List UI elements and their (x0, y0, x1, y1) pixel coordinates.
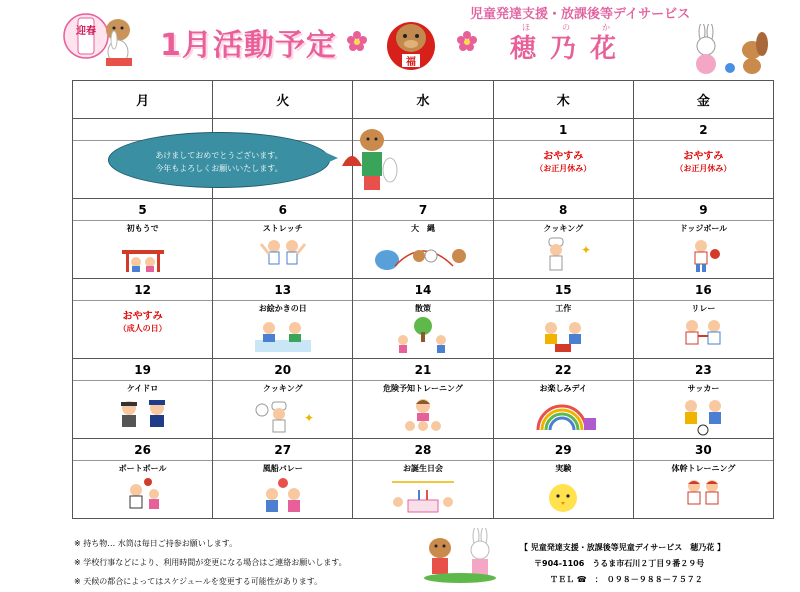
weekday-header: 月 (73, 81, 213, 119)
holiday-reason: （成人の日） (118, 324, 167, 333)
daruma-text: 福 (406, 57, 416, 68)
event-label: クッキング (262, 384, 303, 393)
day-number: 30 (634, 439, 773, 461)
day-cell (353, 439, 493, 519)
day-cell (353, 359, 493, 439)
svg-text:✦: ✦ (303, 411, 314, 425)
badge-text: 迎春 (76, 26, 96, 37)
event-label: 工作 (555, 304, 572, 313)
dodgeball-illustration (683, 236, 723, 274)
cooking-illustration (533, 236, 593, 274)
event-label: 実験 (555, 464, 572, 473)
svg-text:✦: ✦ (581, 243, 592, 257)
event-label: お絵かきの日 (258, 304, 307, 313)
event-label: クッキング (543, 224, 584, 233)
day-number: 9 (634, 199, 773, 221)
facility-subtitle: 児童発達支援・放課後等デイサービス (470, 7, 691, 22)
event-label: ケイドロ (126, 384, 159, 393)
safety-training-illustration (398, 396, 448, 436)
plum-flower-icon (346, 30, 368, 52)
day-cell (633, 119, 773, 199)
greeting-line: 今年もよろしくお願いいたします。 (155, 164, 283, 173)
shrine-visit-illustration (118, 236, 168, 274)
note-item: ※ 学校行事などにより、利用時間が変更になる場合はご連絡お願いします。 (74, 558, 347, 567)
weekday-header: 水 (353, 81, 493, 119)
new-year-rabbit-illustration (62, 6, 140, 72)
day-cell (213, 359, 353, 439)
bear-rabbit-illustration (420, 528, 510, 584)
day-number: 21 (353, 359, 492, 381)
day-number: 1 (494, 119, 633, 141)
day-number: 2 (634, 119, 773, 141)
stretch-illustration (258, 236, 308, 274)
boat-ball-illustration (118, 476, 168, 516)
contact-tel: ＴＥＬ ☎ ： ０９８－９８８－７５７２ (550, 575, 703, 584)
day-cell (73, 199, 213, 279)
daruma-horse-icon (384, 12, 438, 72)
day-number: 13 (213, 279, 352, 301)
day-number: 7 (353, 199, 492, 221)
weekday-header-row (73, 81, 774, 119)
bubble-tail (320, 150, 338, 166)
day-number: 6 (213, 199, 352, 221)
week-row (73, 279, 774, 359)
greeting-line: あけましておめでとうございます。 (155, 151, 283, 160)
event-label: ドッジボール (679, 224, 728, 233)
day-cell (633, 359, 773, 439)
page-header (0, 0, 800, 78)
craft-illustration (535, 316, 591, 356)
day-cell (493, 439, 633, 519)
relay-illustration (678, 316, 728, 356)
contact-name: 【 児童発達支援・放課後等児童デイサービス 穂乃花 】 (520, 543, 726, 552)
day-cell (493, 119, 633, 199)
holiday-label: おやすみ (543, 151, 584, 162)
holiday-reason: （お正月休み） (535, 164, 592, 173)
contact-address: 〒904-1106 うるま市石川２丁目９番２９号 (534, 559, 705, 568)
day-cell (213, 279, 353, 359)
day-number: 8 (494, 199, 633, 221)
day-cell (493, 279, 633, 359)
day-cell (633, 199, 773, 279)
event-label: 散策 (414, 304, 431, 313)
page-title: 1月活動予定 (160, 28, 337, 63)
core-training-illustration (678, 476, 728, 516)
day-cell (493, 359, 633, 439)
day-number: 5 (73, 199, 212, 221)
fun-day-illustration (528, 396, 598, 436)
cooking-illustration (248, 396, 318, 436)
event-label: ストレッチ (262, 224, 303, 233)
day-cell (353, 199, 493, 279)
facility-ruby: の (562, 23, 570, 32)
plum-flower-icon (456, 30, 478, 52)
walk-illustration (391, 316, 455, 356)
day-cell (633, 279, 773, 359)
day-number: 27 (213, 439, 352, 461)
day-number: 12 (73, 279, 212, 301)
day-cell (73, 279, 213, 359)
week-row (73, 359, 774, 439)
day-number: 22 (494, 359, 633, 381)
weekday-header: 木 (493, 81, 633, 119)
contact-info (520, 540, 725, 588)
weekday-header: 金 (633, 81, 773, 119)
day-cell (633, 439, 773, 519)
drawing-illustration (253, 316, 313, 356)
note-item: ※ 天候の都合によってはスケジュールを変更する可能性があります。 (74, 577, 323, 586)
event-label: サッカー (687, 384, 720, 393)
cops-and-robbers-illustration (111, 396, 175, 436)
day-cell (73, 439, 213, 519)
new-year-dancer-illustration (338, 126, 400, 196)
day-cell (493, 199, 633, 279)
weekday-header: 火 (213, 81, 353, 119)
day-cell (353, 279, 493, 359)
event-label: 危険予知トレーニング (383, 384, 463, 393)
note-item: ※ 持ち物… 水筒は毎日ご持参お願いします。 (74, 539, 238, 548)
day-number: 28 (353, 439, 492, 461)
holiday-reason: （お正月休み） (675, 164, 732, 173)
experiment-illustration (541, 476, 585, 516)
day-number: 20 (213, 359, 352, 381)
week-row (73, 199, 774, 279)
holiday-label: おやすみ (683, 151, 724, 162)
event-label: 大 縄 (410, 224, 435, 233)
day-number: 26 (73, 439, 212, 461)
event-label: リレー (691, 304, 716, 313)
birthday-party-illustration (388, 476, 458, 516)
day-number: 14 (353, 279, 492, 301)
day-cell (213, 439, 353, 519)
day-number: 15 (494, 279, 633, 301)
jump-rope-illustration (373, 236, 473, 274)
event-label: ボートボール (118, 464, 167, 473)
facility-name: 穂乃花 (510, 34, 631, 64)
day-number: 29 (494, 439, 633, 461)
facility-ruby: ほ (522, 23, 530, 32)
event-label: 風船バレー (262, 464, 303, 473)
day-number: 23 (634, 359, 773, 381)
event-label: お誕生日会 (402, 464, 443, 473)
day-number: 16 (634, 279, 773, 301)
balloon-volleyball-illustration (258, 476, 308, 516)
event-label: 体幹トレーニング (671, 464, 736, 473)
facility-ruby: か (602, 23, 610, 32)
holiday-label: おやすみ (122, 311, 163, 322)
day-cell (73, 359, 213, 439)
day-cell (213, 199, 353, 279)
event-label: お楽しみデイ (539, 384, 587, 393)
rabbit-squirrel-illustration (680, 24, 770, 76)
notes (74, 534, 347, 591)
day-number: 19 (73, 359, 212, 381)
event-label: 初もうで (126, 224, 159, 233)
greeting-bubble (108, 132, 330, 188)
soccer-illustration (675, 396, 731, 436)
week-row (73, 439, 774, 519)
